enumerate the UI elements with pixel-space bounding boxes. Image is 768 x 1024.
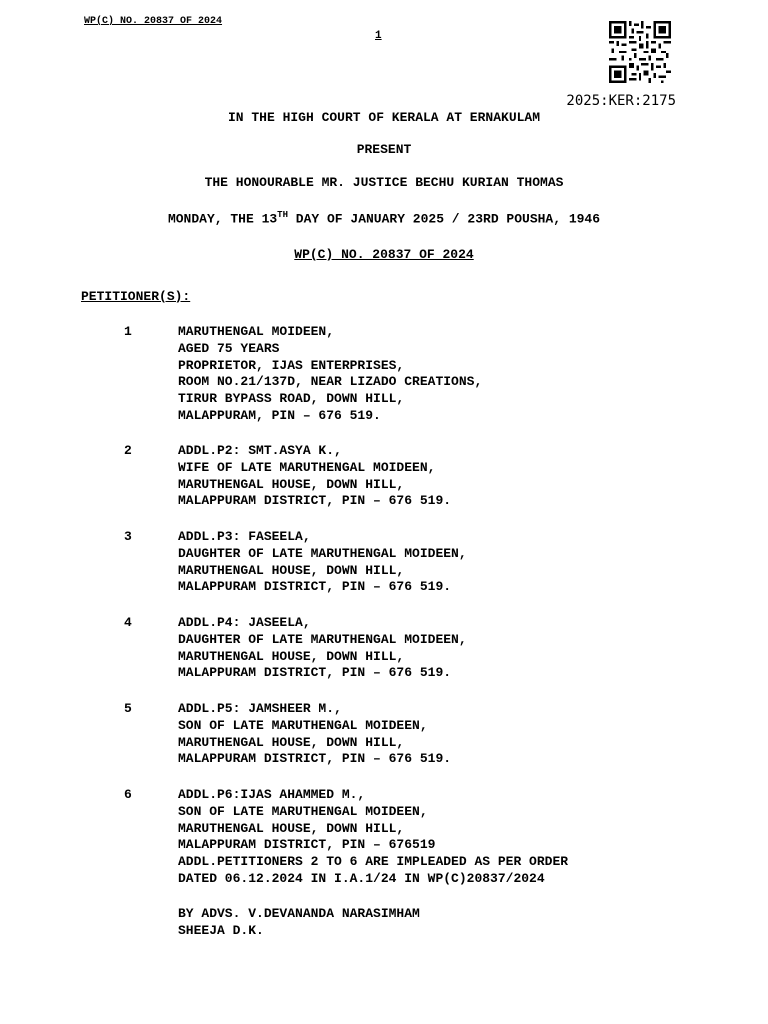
petitioner-line: TIRUR BYPASS ROAD, DOWN HILL,	[178, 391, 405, 407]
petitioner-line: SON OF LATE MARUTHENGAL MOIDEEN,	[178, 803, 428, 819]
petitioner-number: 4	[124, 615, 132, 630]
petitioner-line: SON OF LATE MARUTHENGAL MOIDEEN,	[178, 717, 428, 733]
counsel-block	[178, 906, 420, 940]
petitioner-line: ADDL.P6:IJAS AHAMMED M.,	[178, 787, 366, 802]
judgment-date	[0, 210, 768, 226]
date-superscript: TH	[277, 210, 288, 220]
running-header-case-ref: WP(C) NO. 20837 OF 2024	[84, 16, 223, 27]
petitioner-details	[178, 787, 568, 888]
petitioner-line: PROPRIETOR, IJAS ENTERPRISES,	[178, 357, 405, 373]
petitioner-details	[178, 529, 467, 596]
petitioner-line: DATED 06.12.2024 IN I.A.1/24 IN WP(C)20837/2024	[178, 870, 545, 886]
counsel-line: SHEEJA D.K.	[178, 922, 264, 938]
petitioner-line: MARUTHENGAL HOUSE, DOWN HILL,	[178, 648, 405, 664]
case-number: WP(C) NO. 20837 OF 2024	[294, 247, 474, 262]
petitioner-line: ADDL.P4: JASEELA,	[178, 615, 311, 630]
petitioner-details	[178, 443, 451, 510]
date-prefix: MONDAY, THE 13	[167, 211, 278, 227]
petitioner-line: ROOM NO.21/137D, NEAR LIZADO CREATIONS,	[178, 374, 483, 390]
petitioner-line: MALAPPURAM DISTRICT, PIN – 676 519.	[178, 579, 452, 595]
petitioner-number: 1	[124, 324, 132, 339]
petitioner-line: MALAPPURAM DISTRICT, PIN – 676 519.	[178, 493, 452, 509]
petitioner-line: MARUTHENGAL HOUSE, DOWN HILL,	[178, 820, 405, 836]
date-suffix: DAY OF JANUARY 2025 / 23RD POUSHA, 1946	[287, 211, 601, 227]
petitioner-line: MARUTHENGAL MOIDEEN,	[178, 324, 335, 339]
petitioner-number: 2	[124, 443, 132, 458]
petitioner-line: ADDL.P5: JAMSHEER M.,	[178, 701, 342, 716]
neutral-citation: 2025:KER:2175	[566, 93, 676, 109]
petitioner-line: DAUGHTER OF LATE MARUTHENGAL MOIDEEN,	[178, 545, 467, 561]
present-heading: PRESENT	[356, 142, 412, 157]
page-number: 1	[375, 30, 382, 42]
petitioner-number: 5	[124, 701, 132, 716]
petitioner-details	[178, 324, 482, 425]
petitioner-line: AGED 75 YEARS	[178, 340, 280, 356]
counsel-line: BY ADVS. V.DEVANANDA NARASIMHAM	[178, 906, 420, 921]
petitioner-line: ADDL.PETITIONERS 2 TO 6 ARE IMPLEADED AS PER ORDER	[178, 854, 569, 870]
petitioner-number: 3	[124, 529, 132, 544]
petitioner-line: MARUTHENGAL HOUSE, DOWN HILL,	[178, 734, 405, 750]
petitioners-heading: PETITIONER(S):	[81, 289, 191, 304]
qr-code-icon	[609, 21, 671, 83]
petitioner-line: MALAPPURAM, PIN – 676 519.	[178, 407, 381, 423]
petitioner-line: MALAPPURAM DISTRICT, PIN – 676 519.	[178, 665, 452, 681]
petitioner-details	[178, 615, 467, 682]
petitioner-line: MARUTHENGAL HOUSE, DOWN HILL,	[178, 476, 405, 492]
petitioner-line: ADDL.P2: SMT.ASYA K.,	[178, 443, 342, 458]
petitioner-line: MALAPPURAM DISTRICT, PIN – 676 519.	[178, 751, 452, 767]
case-number-title	[0, 247, 768, 262]
petitioner-line: MARUTHENGAL HOUSE, DOWN HILL,	[178, 562, 405, 578]
petitioner-number: 6	[124, 787, 132, 802]
judge-name: THE HONOURABLE MR. JUSTICE BECHU KURIAN THOMAS	[204, 175, 564, 190]
petitioner-line: WIFE OF LATE MARUTHENGAL MOIDEEN,	[178, 459, 436, 475]
petitioner-details	[178, 701, 451, 768]
petitioner-line: DAUGHTER OF LATE MARUTHENGAL MOIDEEN,	[178, 631, 467, 647]
court-name: IN THE HIGH COURT OF KERALA AT ERNAKULAM	[227, 110, 541, 125]
petitioner-line: MALAPPURAM DISTRICT, PIN – 676519	[178, 837, 436, 853]
petitioner-line: ADDL.P3: FASEELA,	[178, 529, 311, 544]
